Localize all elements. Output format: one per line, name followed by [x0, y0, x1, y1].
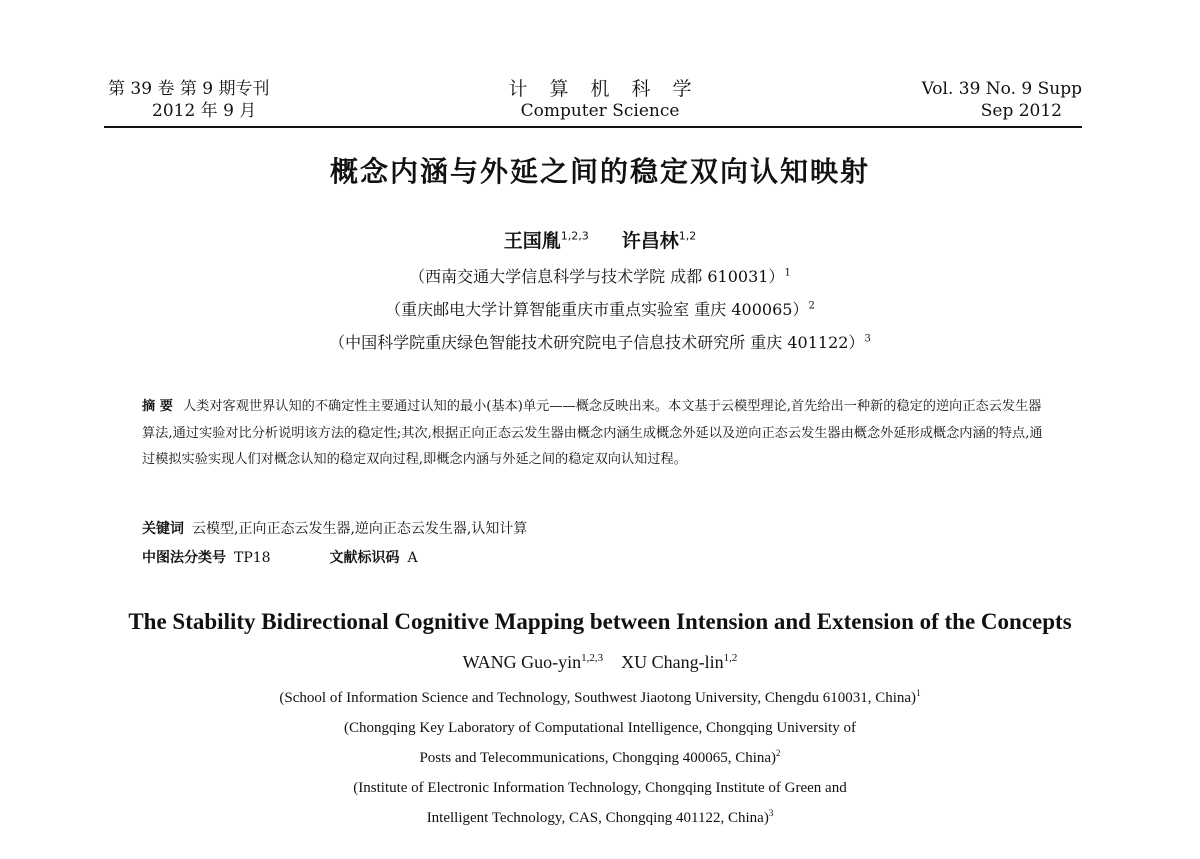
journal-volume-info-en [922, 78, 1082, 122]
doc-code-label: 文献标识码 [329, 550, 400, 566]
clc-value: TP18 [234, 550, 271, 566]
affiliation-cn: （西南交通大学信息科学与技术学院 成都 610031）$^1$ [409, 267, 791, 286]
paper-title-cn: 概念内涵与外延之间的稳定双向认知映射 [329, 155, 870, 188]
affiliation-cn: （重庆邮电大学计算智能重庆市重点实验室 重庆 400065）$^2$ [385, 300, 815, 319]
affiliation-marker: 1,2,3 [581, 652, 604, 664]
author-name: WANG Guo-yin [462, 652, 582, 672]
affiliation-en: Intelligent Technology, CAS, Chongqing 401122, China)$^3$ [426, 808, 774, 826]
header-rule [104, 126, 1082, 128]
author-name: 王国胤 [503, 230, 561, 252]
affiliation-en: Posts and Telecommunications, Chongqing 400065, China)$^2$ [419, 748, 781, 766]
abstract-cn [142, 394, 1052, 474]
affiliation-marker: 1,2 [723, 652, 738, 664]
author-name: 许昌林 [621, 230, 679, 252]
volume-issue: 第 39 卷 第 9 期专刊 [108, 79, 270, 99]
abstract-text: 人类对客观世界认知的不确定性主要通过认知的最小(基本)单元——概念反映出来。本文基于云模型理论,首先给出一种新的稳定的逆向正态云发生器算法,通过实验对比分析说明该方法的稳定性;其次,根据正向正态云发生器由概念内涵生成概念外延以及逆向正态云发生器由概念外延形成概念内涵的特点,通过模拟实验实现人们对概念认知的稳定双向过程,即概念内涵与外延之间的稳定双向认知过程。 [142, 399, 1043, 467]
affiliation-en: (Chongqing Key Laboratory of Computational Intelligence, Chongqing University of [344, 720, 856, 736]
affiliation-marker: 1,2 [678, 229, 697, 243]
classification-cn [142, 547, 418, 567]
keywords-text: 云模型,正向正态云发生器,逆向正态云发生器,认知计算 [192, 521, 528, 537]
abstract-label: 摘 要 [142, 399, 173, 414]
affiliation-cn: （中国科学院重庆绿色智能技术研究院电子信息技术研究所 重庆 401122）$^3$ [329, 333, 871, 352]
affiliation-en: (School of Information Science and Technology, Southwest Jiaotong University, Chengdu 610031, China)$^1$ [279, 688, 921, 706]
issue-date-cn: 2012 年 9 月 [152, 101, 257, 121]
keywords-label: 关键词 [142, 521, 184, 537]
author-name: XU Chang-lin [621, 652, 724, 672]
keywords-cn [142, 518, 527, 538]
volume-issue-en: Vol. 39 No. 9 Supp [921, 79, 1082, 99]
authors-cn [0, 226, 1200, 253]
paper-title-en: The Stability Bidirectional Cognitive Mapping between Intension and Extension of the Concepts [128, 609, 1072, 634]
issue-date-en: Sep 2012 [980, 101, 1062, 121]
journal-name-cn: 计算机科学 [508, 78, 714, 100]
affiliation-marker: 1,2,3 [560, 229, 589, 243]
authors-en [0, 652, 1200, 673]
clc-label: 中图法分类号 [142, 550, 226, 566]
doc-code-value: A [407, 550, 418, 566]
journal-name-en: Computer Science [520, 101, 680, 121]
affiliation-en: (Institute of Electronic Information Technology, Chongqing Institute of Green and [353, 780, 847, 796]
